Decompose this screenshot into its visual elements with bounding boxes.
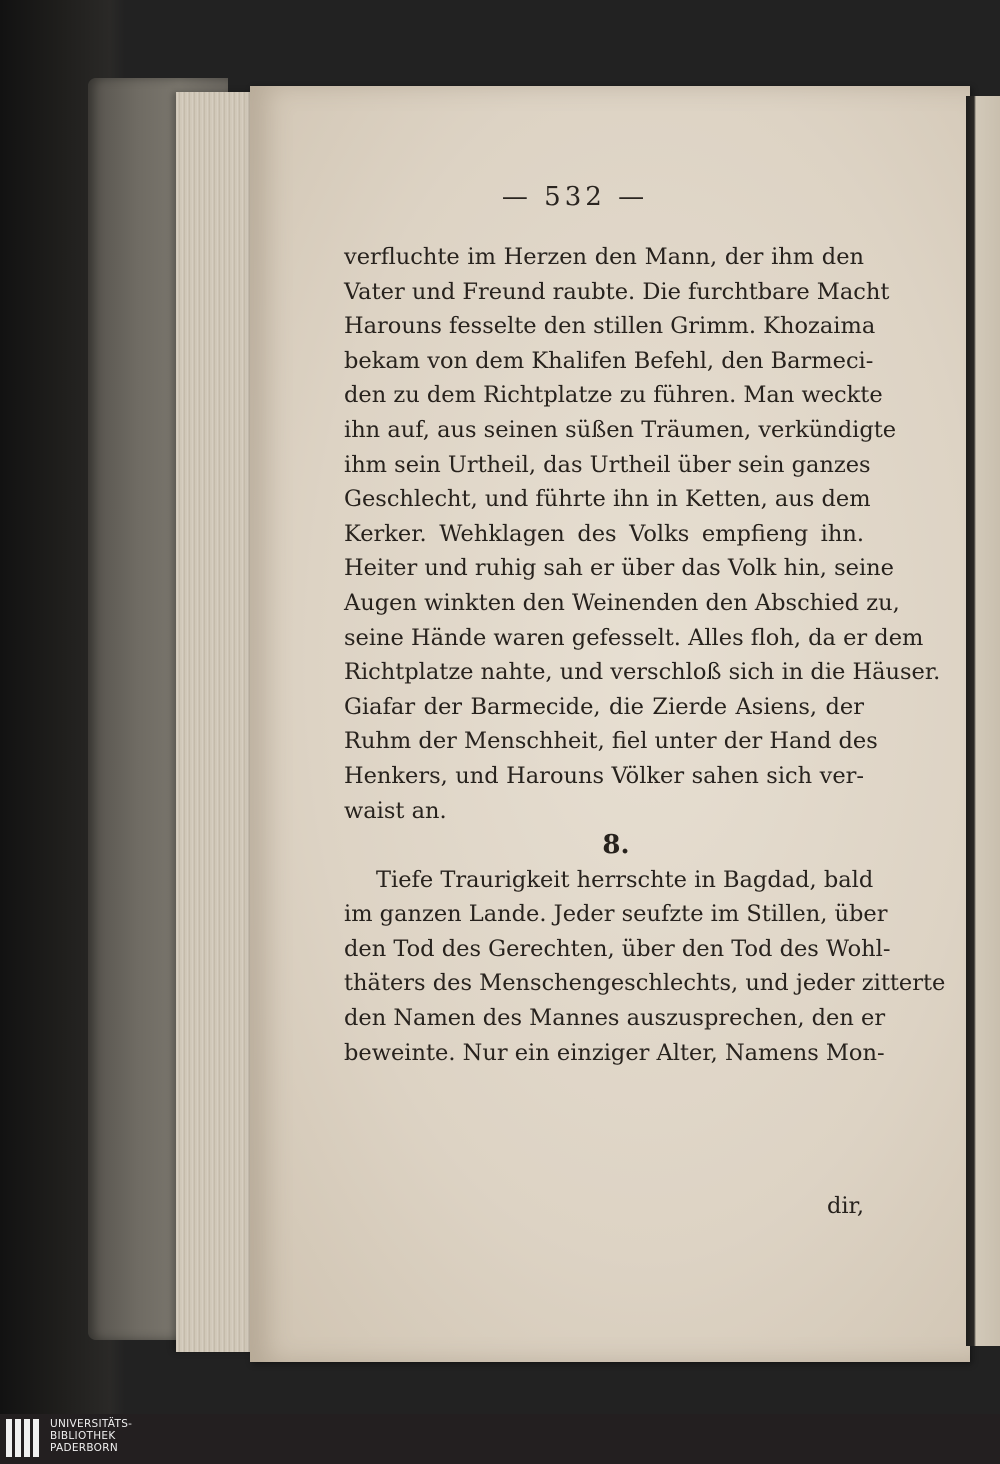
library-name-line: UNIVERSITÄTS- (50, 1418, 133, 1430)
library-logo-icon (6, 1419, 42, 1457)
text-line: Tiefe Traurigkeit herrschte in Bagdad, bald (376, 866, 874, 893)
page-header: — 532 — (501, 182, 649, 212)
text-line: den Namen des Mannes auszusprechen, den er (344, 1005, 886, 1032)
text-line: ihm sein Urtheil, das Urtheil über sein ganzes (344, 451, 871, 478)
text-line: den Tod des Gerechten, über den Tod des Wohl- (344, 935, 891, 962)
text-line: Harouns fesselte den stillen Grimm. Khozaima (344, 313, 876, 340)
text-line: Richtplatze nahte, und verschloß sich in die Häuser. (344, 659, 941, 686)
text-line: waist an. (344, 797, 447, 824)
text-line: Augen winkten den Weinenden den Abschied zu, (344, 589, 900, 616)
library-name (50, 1418, 132, 1454)
text-line: thäters des Menschengeschlechts, und jeder zitterte (344, 970, 946, 997)
text-line: Heiter und ruhig sah er über das Volk hin, seine (344, 555, 894, 582)
text-line: Ruhm der Menschheit, fiel unter der Hand des (344, 728, 878, 755)
section-number: 8. (602, 830, 630, 861)
text-line: ihn auf, aus seinen süßen Träumen, verkündigte (344, 416, 897, 443)
text-line: Geschlecht, und führte ihn in Ketten, aus dem (344, 486, 871, 513)
text-line: Vater und Freund raubte. Die furchtbare Macht (344, 278, 890, 305)
page-text (344, 240, 946, 1070)
text-line: Henkers, und Harouns Völker sahen sich ver- (344, 762, 864, 789)
text-line: den zu dem Richtplatze zu führen. Man weckte (344, 382, 883, 409)
library-name-line: BIBLIOTHEK (50, 1430, 116, 1442)
text-line: bekam von dem Khalifen Befehl, den Barmeci- (344, 347, 874, 374)
text-line: beweinte. Nur ein einziger Alter, Namens Mon- (344, 1039, 885, 1066)
footer-bar (0, 1414, 1000, 1464)
text-line: seine Hände waren gefesselt. Alles floh, da er dem (344, 624, 924, 651)
library-name-line: PADERBORN (50, 1442, 118, 1454)
text-line: im ganzen Lande. Jeder seufzte im Stillen, über (344, 901, 888, 928)
text-line: Kerker. Wehklagen des Volks empfieng ihn. (344, 520, 864, 547)
catchword: dir, (826, 1193, 864, 1219)
text-line: Giafar der Barmecide, die Zierde Asiens, der (344, 693, 864, 720)
facing-page-edge (966, 96, 1000, 1346)
text-line: verfluchte im Herzen den Mann, der ihm den (344, 244, 864, 270)
